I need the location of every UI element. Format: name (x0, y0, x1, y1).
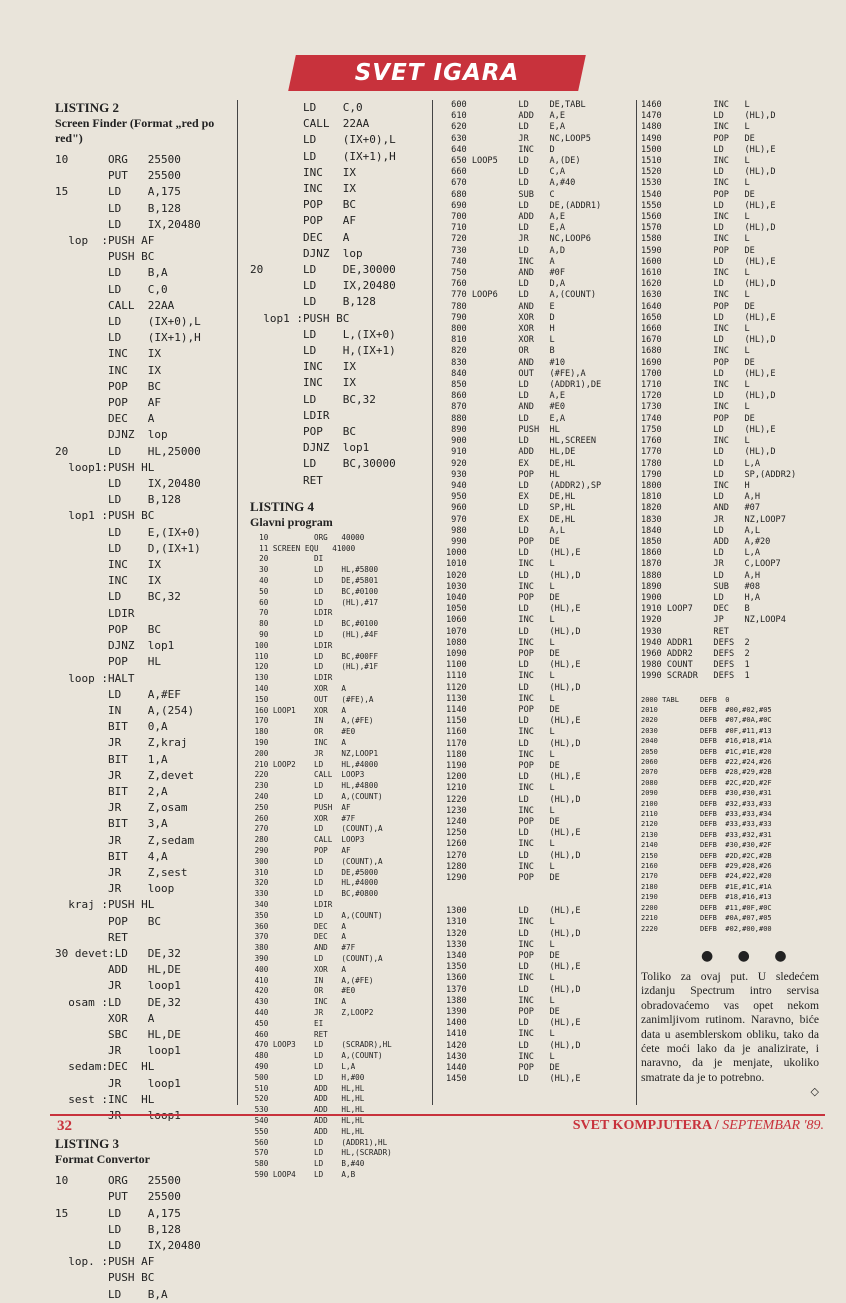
listing2-code: 10 ORG 25500 PUT 25500 15 LD A,175 LD B,128 LD IX,20480 lop :PUSH AF PUSH BC LD B,A LD C,0 CALL 22AA LD (IX+0),L LD (IX+1),H INC IX INC IX POP BC POP AF DEC A DJNZ lop 20 LD HL,25000 loop1:PUSH HL LD IX,20480 LD B,128 lop1 :PUSH BC LD E,(IX+0) LD D,(IX+1) INC IX INC IX LD BC,32 LDIR POP BC DJNZ lop1 POP HL loop :HALT LD A,#EF IN A,(254) BIT 0,A JR Z,kraj BIT 1,A JR Z,devet BIT 2,A JR Z,osam BIT 3,A JR Z,sedam BIT 4,A JR Z,sest JR loop kraj :PUSH HL POP BC RET 30 devet:LD DE,32 ADD HL,DE JR loop1 osam :LD DE,32 XOR A SBC HL,DE JR loop1 sedam:DEC HL JR loop1 sest :INC HL (55, 153, 201, 1106)
magazine-name: SVET KOMPJUTERA / (572, 1118, 719, 1133)
listing3 (55, 1136, 233, 1303)
listing3-code-cont: LD C,0 CALL 22AA LD (IX+0),L LD (IX+1),H INC IX INC IX POP BC POP AF DEC A DJNZ lop 20 LD DE,30000 LD IX,20480 LD B,128 lop1 :PUSH BC LD L,(IX+0) LD H,(IX+1) INC IX INC IX LD BC,32 LDIR POP BC DJNZ lop1 LD BC,30000 RET (250, 101, 396, 487)
listing4-code-c: 1300 LD (HL),E 1310 INC L 1320 LD (HL),D 1330 INC L 1340 POP DE 1350 LD (HL),E 1360 INC L 1370 LD (HL),D 1380 INC L 1390 POP DE 1400 LD (HL),E 1410 INC L 1420 LD (HL),D 1430 INC L 1440 POP DE 1450 LD (HL),E (446, 906, 581, 1085)
listing3-subtitle: Format Convertor (55, 1152, 150, 1167)
column-2 (250, 100, 430, 1181)
page-number: 32 (57, 1118, 72, 1134)
listing4-title: LISTING 4 (250, 498, 314, 514)
listing4 (250, 499, 430, 1181)
listing4-code-d: 1460 INC L 1470 LD (HL),D 1480 INC L 1490 POP DE 1500 LD (HL),E 1510 INC L 1520 LD (HL),D 1530 INC L 1540 POP DE 1550 LD (HL),E 1560 INC L 1570 LD (HL),D 1580 INC L 1590 POP DE 1600 LD (HL),E 1610 INC L 1620 LD (HL),D 1630 INC L 1640 POP DE 1650 LD (HL),E 1660 INC L 1670 LD (HL),D 1680 INC L 1690 POP DE 1700 LD (HL),E 1710 INC L 1720 LD (HL),D 1730 INC L 1740 POP DE 1750 LD (HL),E 1760 INC L 1770 LD (HL),D 1780 LD L,A 1790 LD SP,(ADDR2) 1800 INC H 1810 LD A,H 1820 AND #07 1830 JR NZ,LOOP7 1840 LD A,L 1850 ADD A,#20 1860 LD L,A 1870 JR C,LOOP7 1880 LD A,H 1890 SUB #08 1900 LD H,A 1910 LOOP7 DEC B 1920 JP NZ,LOOP4 1930 RET 1940 ADDR1 DEFS 2 1960 ADDR2 DEFS 2 1980 COUNT DEFS 1 1990 SCRADR DEFS 1 (641, 100, 797, 682)
listing2 (55, 100, 233, 1124)
section-dots: ● ● ● (701, 947, 797, 964)
column-4 (641, 100, 825, 1098)
column-1 (55, 100, 233, 1303)
outro-paragraph: Toliko za ovaj put. U sledećem izdanju Spectrum intro servisa obradovaćemo vas opet nekom zanimljivom rutinom. Naravno, biće data u asemblerskom obliku, tako da ćete moći lako da je analizirate, i naravno, da je menjate, ukoliko smatrate da je to potrebno. (641, 969, 819, 1084)
column-3 (446, 100, 632, 1085)
listing2-subtitle: Screen Finder (Format „red po red") (55, 116, 215, 145)
column-divider (432, 100, 433, 1105)
listing4-table: 2000 TABL DEFB 0 2010 DEFB #00,#02,#05 2020 DEFB #07,#0A,#0C 2030 DEFB #0F,#11,#13 2040 DEFB #16,#18,#1A 2050 DEFB #1C,#1E,#20 2060 DEFB #22,#24,#26 2070 DEFB #28,#29,#2B 2080 DEFB #2C,#2D,#2F 2090 DEFB #30,#30,#31 2100 DEFB #32,#33,#33 2110 DEFB #33,#33,#34 2120 DEFB #33,#33,#33 2130 DEFB #33,#32,#31 2140 DEFB #30,#30,#2F 2150 DEFB #2D,#2C,#2B 2160 DEFB #29,#28,#26 2170 DEFB #24,#22,#20 2180 DEFB #1E,#1C,#1A 2190 DEFB #18,#16,#13 2200 DEFB #11,#0F,#0C 2210 DEFB #0A,#07,#05 2220 DEFB #02,#00,#00 (641, 695, 772, 933)
footer-rule (50, 1114, 825, 1116)
listing4-subtitle: Glavni program (250, 514, 333, 529)
listing3-code: 10 ORG 25500 PUT 25500 15 LD A,175 LD B,128 LD IX,20480 lop. :PUSH AF PUSH BC LD B,A (55, 1174, 201, 1301)
listing2-title: LISTING 2 (55, 100, 119, 115)
listing4-code-b: 600 LD DE,TABL 610 ADD A,E 620 LD E,A 630 JR NC,LOOP5 640 INC D 650 LOOP5 LD A,(DE) 660 LD C,A 670 LD A,#40 680 SUB C 690 LD DE,(ADDR1) 700 ADD A,E 710 LD E,A 720 JR NC,LOOP6 730 LD A,D 740 INC A 750 AND #0F 760 LD D,A 770 LOOP6 LD A,(COUNT) 780 AND E 790 XOR D 800 XOR H 810 XOR L 820 OR B 830 AND #10 840 OUT (#FE),A 850 LD (ADDR1),DE 860 LD A,E 870 AND #E0 880 LD E,A 890 PUSH HL 900 LD HL,SCREEN 910 ADD HL,DE 920 EX DE,HL 930 POP HL 940 LD (ADDR2),SP 950 EX DE,HL 960 LD SP,HL 970 EX DE,HL 980 LD A,L 990 POP DE 1000 LD (HL),E 1010 INC L 1020 LD (HL),D 1030 INC L 1040 POP DE 1050 LD (HL),E 1060 INC L 1070 LD (HL),D 1080 INC L 1090 POP DE 1100 LD (HL),E 1110 INC L 1120 LD (HL),D 1130 INC L 1140 POP DE 1150 LD (HL),E 1160 INC L 1170 LD (HL),D 1180 INC L 1190 POP DE 1200 LD (HL),E 1210 INC L 1220 LD (HL),D 1230 INC L 1240 POP DE 1250 LD (HL),E 1260 INC L 1270 LD (HL),D 1280 INC L 1290 POP DE (446, 100, 602, 884)
listing3-title: LISTING 3 (55, 1136, 119, 1152)
footer-magazine (573, 1118, 824, 1134)
column-divider (636, 100, 637, 1105)
magazine-issue: SEPTEMBAR '89. (722, 1118, 824, 1133)
end-mark-icon: ◇ (810, 1085, 819, 1099)
column-divider (237, 100, 238, 1105)
listing4-code-a: 10 ORG 40000 11 SCREEN EQU 41000 20 DI 30 LD HL,#5800 40 LD DE,#5801 50 LD BC,#0100 60 LD (HL),#17 70 LDIR 80 LD BC,#0100 90 LD (HL),#4F 100 LDIR 110 LD BC,#00FF 120 LD (HL),#1F 130 LDIR 140 XOR A 150 OUT (#FE),A 160 LOOP1 XOR A 170 IN A,(#FE) 180 OR #E0 190 INC A 200 JR NZ,LOOP1 210 LOOP2 LD HL,#4000 220 CALL LOOP3 230 LD HL,#4800 240 LD A,(COUNT) 250 PUSH AF 260 XOR #7F 270 LD (COUNT),A 280 CALL LOOP3 290 POP AF 300 LD (COUNT),A 310 LD DE,#5000 320 LD HL,#4000 330 LD BC,#0800 340 LDIR 350 LD A,(COUNT) 360 DEC A 370 DEC A 380 AND #7F 390 LD (COUNT),A 400 XOR A 410 IN A,(#FE) 420 OR #E0 430 INC A 440 JR Z,LOOP2 450 EI 460 RET 470 LOOP3 LD (SCRADR),HL 480 LD A,(COUNT) 490 LD L,A 500 LD H,#00 510 ADD HL,HL 520 ADD HL,HL 530 ADD HL,HL 540 ADD HL,HL 550 ADD HL,HL 560 LD (ADDR1),HL 570 LD HL,(SCRADR) 580 LD B,#40 590 LOOP4 LD A,B (254, 532, 392, 1179)
section-banner-title: SVET IGARA (354, 60, 520, 86)
